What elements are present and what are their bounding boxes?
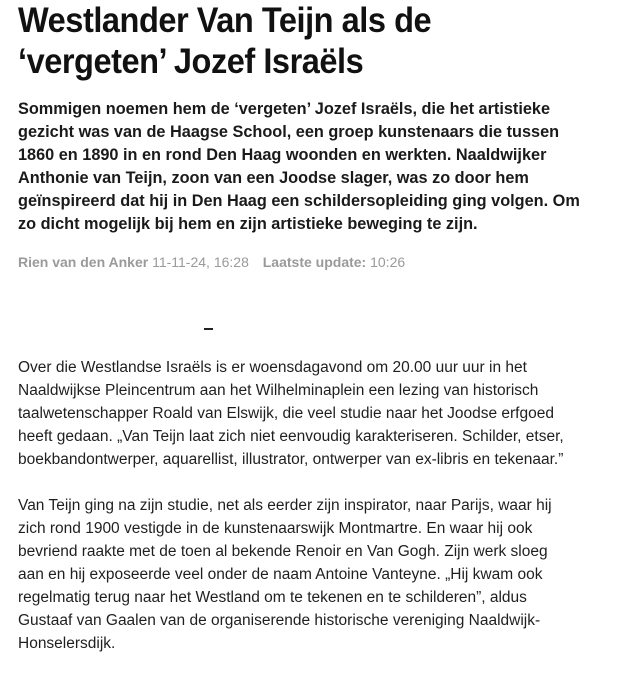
body-line: regelmatig terug naar het Westland om te tekenen en te schilderen”, aldus: [18, 589, 527, 606]
lead-line: 1860 en 1890 in en rond Den Haag woonden en werkten. Naaldwijker: [18, 146, 547, 164]
byline-updated-time: 10:26: [370, 254, 406, 270]
lead-line: geïnspireerd dat hij in Den Haag een schildersopleiding ging volgen. Om: [18, 192, 580, 210]
article-byline: [18, 252, 618, 272]
lead-line: gezicht was van de Haagse School, een groep kunstenaars die tussen: [18, 123, 560, 141]
media-placeholder-mark: [204, 328, 213, 330]
article-header: [18, 0, 618, 272]
body-line: taalwetenschapper Roald van Elswijk, die veel studie naar het Joodse erfgoed: [18, 405, 554, 422]
lead-line: Anthonie van Teijn, zoon van een Joodse slager, was zo door hem: [18, 169, 529, 187]
byline-date: 11-11-24, 16:28: [152, 254, 249, 270]
body-paragraph: [18, 356, 618, 471]
headline-line: Westlander Van Teijn als de: [18, 1, 432, 40]
body-line: zich rond 1900 vestigde in de kunstenaarswijk Montmartre. En waar hij ook: [18, 520, 533, 537]
body-line: aan en hij exposeerde veel onder de naam Antoine Vanteyne. „Hij kwam ook: [18, 566, 543, 583]
article-body: [18, 356, 618, 678]
body-line: boekbandontwerper, aquarellist, illustrator, ontwerper van ex-libris en tekenaar.”: [18, 451, 564, 468]
byline-author[interactable]: Rien van den Anker: [18, 254, 149, 270]
headline-line: ‘vergeten’ Jozef Israëls: [18, 42, 364, 81]
lead-line: Sommigen noemen hem de ‘vergeten’ Jozef Israëls, die het artistieke: [18, 100, 551, 118]
body-line: heeft gedaan. „Van Teijn laat zich niet eenvoudig karakteriseren. Schilder, etser,: [18, 428, 564, 445]
article-lead: [18, 98, 618, 236]
article-headline: [18, 0, 613, 82]
body-line: Gustaaf van Gaalen van de organiserende historische vereniging Naaldwijk-: [18, 612, 541, 629]
body-line: Over die Westlandse Israëls is er woensdagavond om 20.00 uur uur in het: [18, 359, 527, 376]
body-line: Van Teijn ging na zijn studie, net als eerder zijn inspirator, naar Parijs, waar hij: [18, 497, 552, 514]
body-line: Honselersdijk.: [18, 635, 116, 652]
body-line: Naaldwijkse Pleincentrum aan het Wilhelminaplein een lezing van historisch: [18, 382, 539, 399]
lead-line: zo dicht mogelijk bij hem en zijn artistieke beweging te zijn.: [18, 215, 478, 233]
body-line: bevriend raakte met de toen al bekende Renoir en Van Gogh. Zijn werk sloeg: [18, 543, 548, 560]
body-paragraph: [18, 494, 618, 655]
byline-updated-label: Laatste update:: [262, 254, 367, 270]
